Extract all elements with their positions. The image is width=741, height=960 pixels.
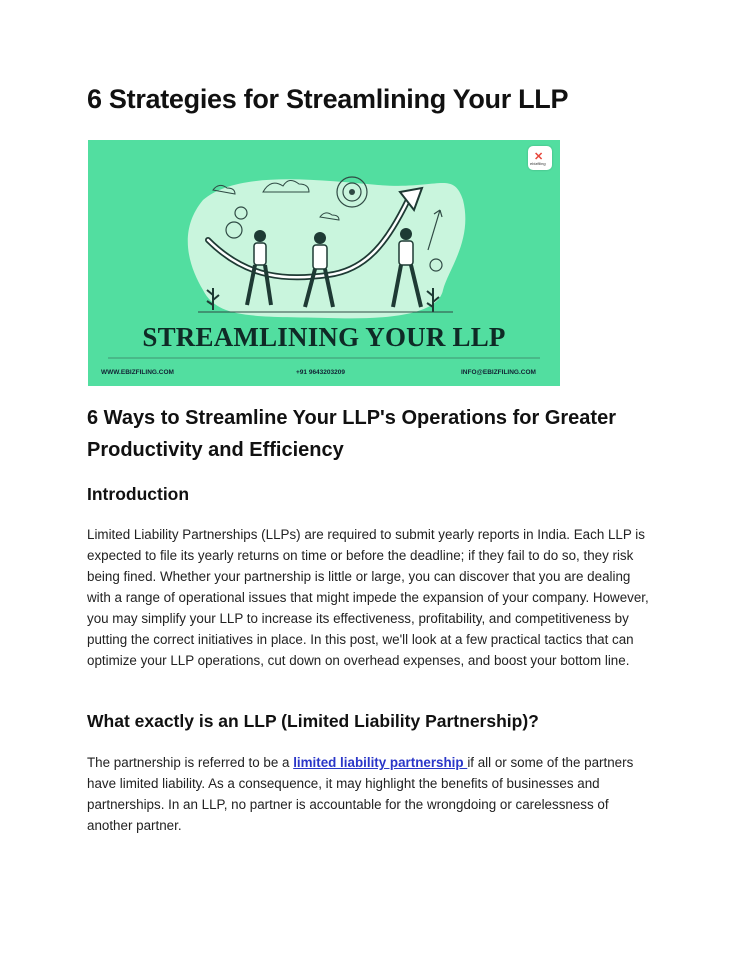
page-title: 6 Strategies for Streamlining Your LLP bbox=[87, 84, 569, 114]
banner-headline: STREAMLINING YOUR LLP bbox=[142, 322, 506, 352]
llp-text-after: if all or some of the partners have limited liability. As a consequence, it may highlight the benefits of businesses and partnerships. In an LLP, no partner is accountable for the wrongdoing or carelessness of another partner. bbox=[87, 755, 634, 833]
section-subtitle bbox=[87, 402, 616, 466]
subtitle-line-1: 6 Ways to Streamline Your LLP's Operations for Greater bbox=[87, 407, 616, 429]
llp-text-before: The partnership is referred to be a bbox=[87, 755, 294, 770]
intro-paragraph: Limited Liability Partnerships (LLPs) are required to submit yearly reports in India. Each LLP is expected to file its yearly returns on time or before the deadline; if they fail to do so, they risk being fined. Whether your partnership is little or large, you can discover that you are dealing with a range of operational issues that might impede the expansion of your company. However, you may simplify your LLP to increase its effectiveness, profitability, and competitiveness by putting the correct initiatives in place. In this post, we'll look at a few practical tactics that can optimize your LLP operations, cut down on overhead expenses, and boost your bottom line. bbox=[87, 527, 649, 668]
llp-paragraph bbox=[87, 752, 652, 836]
ebizfiling-logo: ✕ ebizfiling bbox=[528, 146, 552, 170]
banner-email: INFO@EBIZFILING.COM bbox=[461, 369, 536, 376]
intro-heading: Introduction bbox=[87, 484, 190, 504]
banner-phone: +91 9643203209 bbox=[296, 369, 345, 376]
subtitle-line-2: Productivity and Efficiency bbox=[87, 439, 344, 461]
llp-heading: What exactly is an LLP (Limited Liability Partnership)? bbox=[87, 711, 539, 731]
llp-definition-link[interactable]: limited liability partnership bbox=[293, 755, 468, 770]
banner-website: WWW.EBIZFILING.COM bbox=[101, 369, 174, 376]
